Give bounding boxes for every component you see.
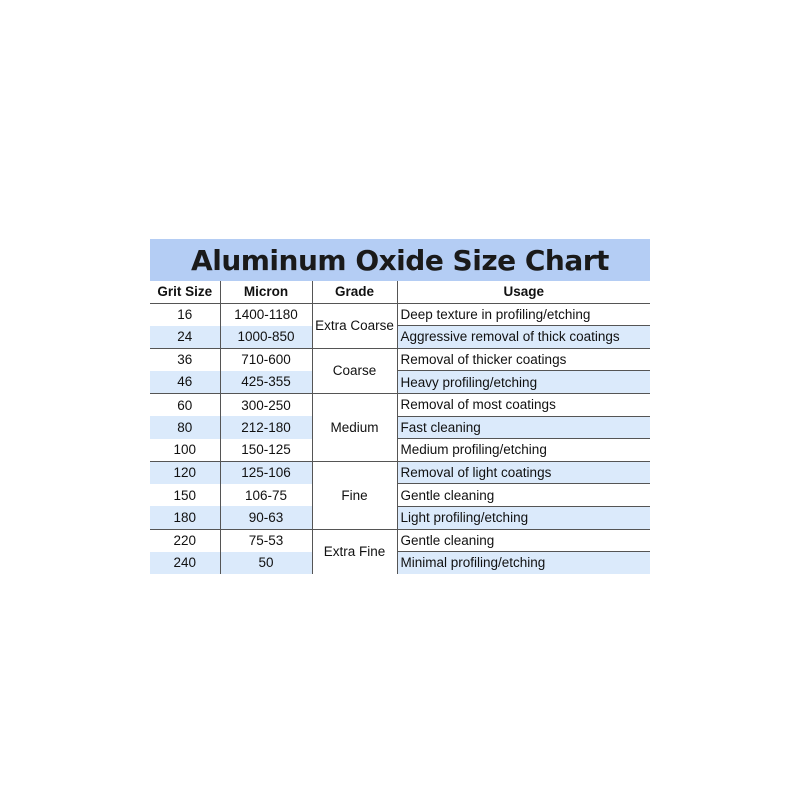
- cell-grit-size: 100: [150, 439, 220, 462]
- cell-micron: 1400-1180: [220, 303, 312, 326]
- chart-title: Aluminum Oxide Size Chart: [191, 243, 609, 277]
- cell-usage: Gentle cleaning: [397, 529, 650, 552]
- cell-micron: 50: [220, 552, 312, 574]
- table-row: [150, 552, 650, 574]
- cell-micron: 212-180: [220, 416, 312, 439]
- table-row: [150, 416, 650, 439]
- table-row: [150, 371, 650, 394]
- header-usage: Usage: [397, 281, 650, 303]
- cell-grit-size: 16: [177, 307, 193, 323]
- table-row: [150, 439, 650, 462]
- cell-micron: 1000-850: [220, 326, 312, 349]
- cell-usage: Fast cleaning: [397, 416, 650, 439]
- table-row: [150, 348, 650, 371]
- cell-usage: Removal of light coatings: [397, 461, 650, 484]
- cell-usage: Aggressive removal of thick coatings: [397, 326, 650, 349]
- cell-grade: Fine: [312, 461, 397, 529]
- table-row: [150, 529, 650, 552]
- cell-grit-size: 36: [177, 352, 193, 368]
- table-row: [150, 461, 650, 484]
- cell-usage: Medium profiling/etching: [397, 439, 650, 462]
- cell-usage: Removal of most coatings: [397, 393, 650, 416]
- cell-grit-size: 46: [150, 371, 220, 394]
- cell-micron: 150-125: [220, 439, 312, 462]
- cell-micron: 90-63: [220, 506, 312, 529]
- cell-usage: Removal of thicker coatings: [397, 348, 650, 371]
- cell-grade: Extra Fine: [312, 529, 397, 574]
- cell-micron: 425-355: [220, 371, 312, 394]
- table-row: [150, 393, 650, 416]
- header-grade: Grade: [312, 281, 397, 303]
- cell-grit-size: 150: [173, 487, 197, 503]
- cell-usage: Light profiling/etching: [397, 506, 650, 529]
- cell-grit-size: 24: [150, 326, 220, 349]
- size-chart: [150, 239, 650, 571]
- table-row: [150, 303, 650, 326]
- title-bar: [150, 239, 650, 281]
- cell-grit-size: 220: [173, 533, 197, 549]
- cell-micron: 710-600: [220, 348, 312, 371]
- table-row: [150, 326, 650, 349]
- table-row: [150, 484, 650, 507]
- cell-usage: Deep texture in profiling/etching: [397, 303, 650, 326]
- cell-grade: Medium: [312, 393, 397, 461]
- header-micron: Micron: [220, 281, 312, 303]
- cell-usage: Gentle cleaning: [397, 484, 650, 507]
- header-grit-size: Grit Size: [150, 281, 220, 303]
- cell-grit-size: 80: [150, 416, 220, 439]
- cell-grade: Coarse: [312, 348, 397, 393]
- cell-grade: Extra Coarse: [312, 303, 397, 348]
- cell-micron: 106-75: [220, 484, 312, 507]
- table-row: [150, 506, 650, 529]
- cell-usage: Minimal profiling/etching: [397, 552, 650, 574]
- cell-usage: Heavy profiling/etching: [397, 371, 650, 394]
- cell-grit-size: 60: [177, 397, 193, 413]
- cell-micron: 75-53: [220, 529, 312, 552]
- header-row: [150, 281, 650, 303]
- cell-grit-size: 120: [150, 461, 220, 484]
- cell-grit-size: 240: [150, 552, 220, 574]
- table-body: [150, 303, 650, 574]
- cell-micron: 300-250: [220, 393, 312, 416]
- cell-grit-size: 180: [150, 506, 220, 529]
- cell-micron: 125-106: [220, 461, 312, 484]
- size-table: [150, 281, 650, 574]
